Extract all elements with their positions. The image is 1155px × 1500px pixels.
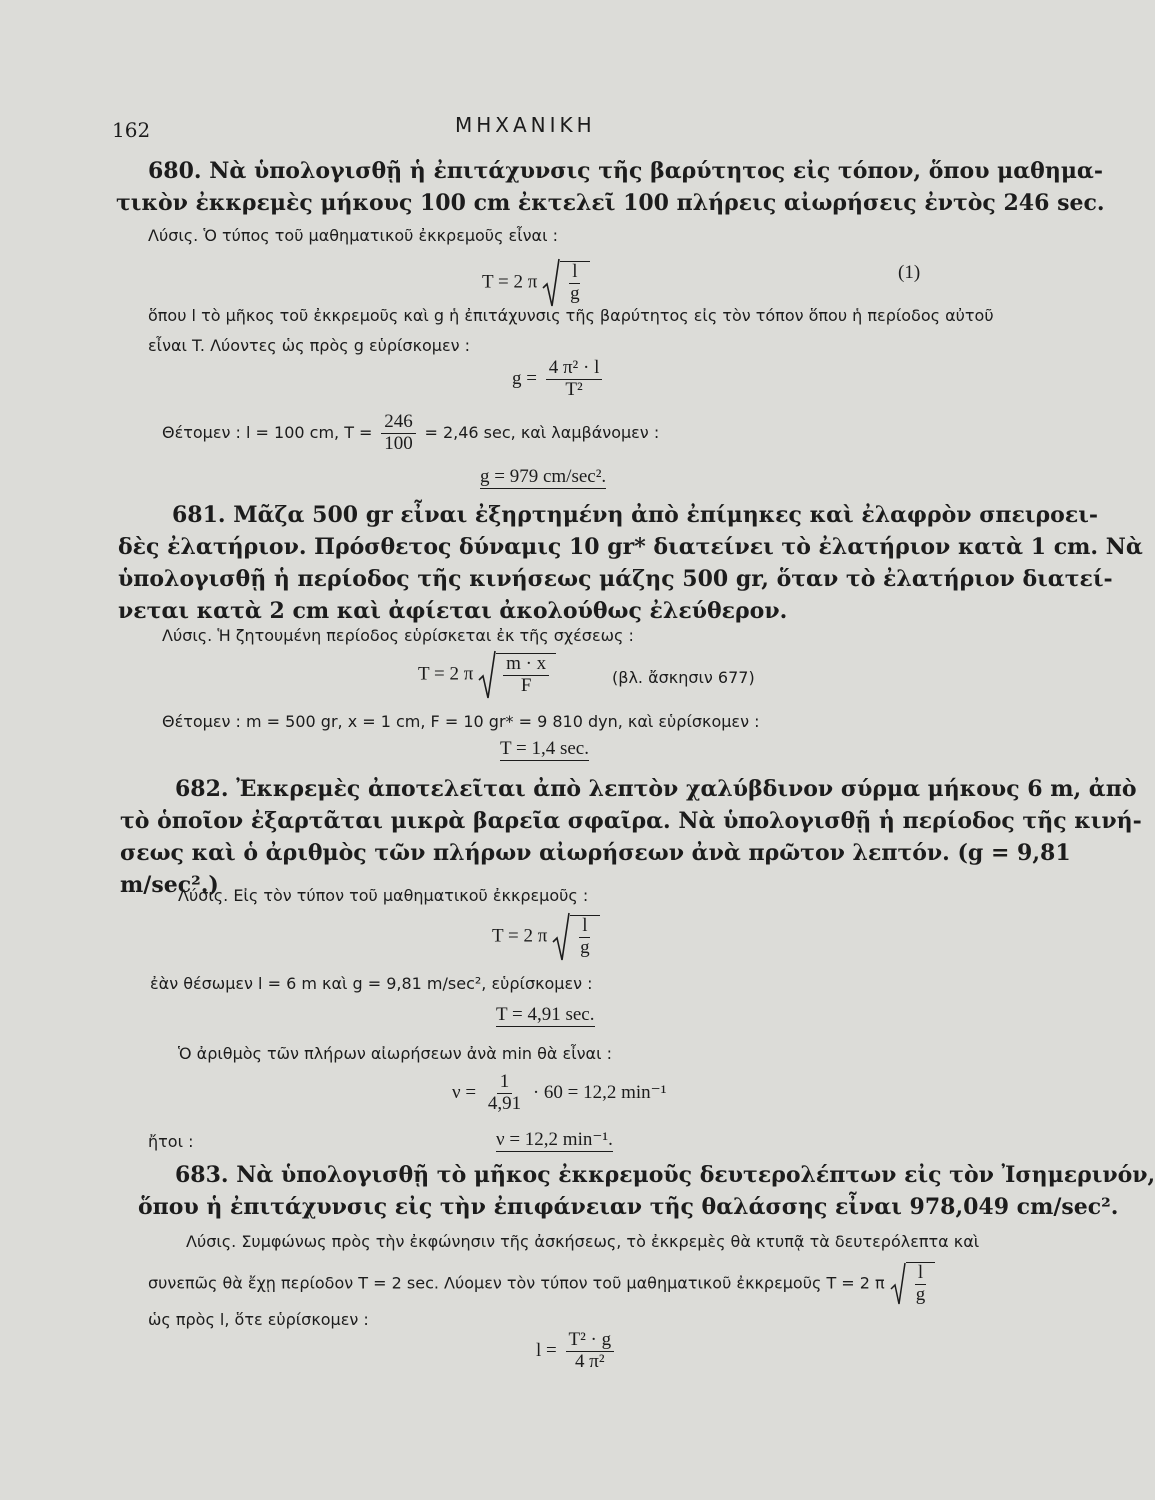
eq-lhs: ν = <box>452 1081 477 1103</box>
problem-683-line2: ὅπου ἡ ἐπιτάχυνσις εἰς τὴν ἐπιφάνειαν τῆς θαλάσσης εἶναι 978,049 cm/sec². <box>138 1194 1119 1220</box>
result-680 <box>480 466 606 488</box>
problem-682-line1: 682. Ἐκκρεμὲς ἀποτελεῖται ἀπὸ λεπτὸν χαλύβδινον σύρμα μήκους 6 m, ἀπὸ <box>175 776 1137 802</box>
equation-682-2 <box>452 1072 666 1115</box>
solution-680-intro: Λύσις. Ὁ τύπος τοῦ μαθηματικοῦ ἐκκρεμοῦς εἶναι : <box>148 226 558 245</box>
problem-682-line4: m/sec².) <box>120 872 219 898</box>
eq-denominator: 4,91 <box>487 1092 522 1114</box>
eq-numerator: 1 <box>497 1072 513 1094</box>
radical-sign-icon <box>552 912 570 962</box>
square-root <box>552 912 600 962</box>
problem-681-line2: δὲς ἐλατήριον. Πρόσθετος δύναμις 10 gr* διατείνει τὸ ἐλατήριον κατὰ 1 cm. Νὰ <box>118 534 1143 560</box>
given-680-b: = 2,46 sec, καὶ λαμβάνομεν : <box>424 422 660 442</box>
etoi-label: ἤτοι : <box>148 1132 194 1151</box>
eq-rhs: · 60 = 12,2 min⁻¹ <box>532 1081 667 1103</box>
radical-sign-icon <box>890 1262 906 1306</box>
problem-681-line4: νεται κατὰ 2 cm καὶ ἀφίεται ἀκολούθως ἐλεύθερον. <box>118 598 788 624</box>
problem-681-line1: 681. Μᾶζα 500 gr εἶναι ἐξηρτημένη ἀπὸ ἐπίμηκες καὶ ἐλαφρὸν σπειροει- <box>172 502 1098 528</box>
given-denominator: 100 <box>384 432 413 454</box>
inline-numerator: l <box>915 1263 926 1285</box>
solution-682-intro: Λύσις. Εἰς τὸν τύπον τοῦ μαθηματικοῦ ἐκκρεμοῦς : <box>178 886 589 905</box>
solution-683-text2 <box>148 1262 935 1306</box>
eq-numerator: T² · g <box>566 1330 615 1352</box>
eq-lhs: l = <box>536 1339 557 1361</box>
eq-lhs: T = 2 π <box>482 271 538 293</box>
eq-numerator: m · x <box>503 654 549 676</box>
radical-sign-icon <box>542 258 560 308</box>
problem-682-line3: σεως καὶ ὁ ἀριθμὸς τῶν πλήρων αἰωρήσεων ἀνὰ πρῶτον λεπτόν. (g = 9,81 <box>120 840 1071 866</box>
equation-680-1 <box>482 258 590 308</box>
eq-denominator: 4 π² <box>575 1350 605 1372</box>
page-number: 162 <box>112 118 151 142</box>
equation-682 <box>492 912 600 962</box>
eq-numerator: l <box>579 916 590 938</box>
problem-680-line2: τικὸν ἐκκρεμὲς μήκους 100 cm ἐκτελεῖ 100 πλήρεις αἰωρήσεις ἐντὸς 246 sec. <box>116 190 1105 216</box>
eq-lhs: T = 2 π <box>492 925 548 947</box>
radical-sign-icon <box>478 650 496 700</box>
eq-denominator: g <box>580 937 590 958</box>
solution-683-text2-main: συνεπῶς θὰ ἔχῃ περίοδον T = 2 sec. Λύομεν τὸν τύπον τοῦ μαθηματικοῦ ἐκκρεμοῦς T = 2 π <box>148 1273 885 1293</box>
problem-681-line3: ὑπολογισθῇ ἡ περίοδος τῆς κινήσεως μάζης 500 gr, ὅταν τὸ ἐλατήριον διατεί- <box>118 566 1113 592</box>
result-680-text: g = 979 cm/sec². <box>480 466 607 487</box>
inline-denominator: g <box>915 1284 926 1305</box>
given-numerator: 246 <box>381 412 416 434</box>
equation-683 <box>536 1330 618 1373</box>
given-681: Θέτομεν : m = 500 gr, x = 1 cm, F = 10 gr* = 9 810 dyn, καὶ εὑρίσκομεν : <box>162 712 760 731</box>
solution-680-text3: εἶναι T. Λύοντες ὡς πρὸς g εὑρίσκομεν : <box>148 336 471 355</box>
result-681 <box>500 738 589 760</box>
eq-numerator: l <box>569 262 580 284</box>
eq-lhs: g = <box>512 367 537 389</box>
square-root <box>478 650 556 700</box>
equation-681 <box>418 650 556 700</box>
result-682-a <box>496 1004 595 1026</box>
solution-680-text2: ὅπου l τὸ μῆκος τοῦ ἐκκρεμοῦς καὶ g ἡ ἐπιτάχυνσις τῆς βαρύτητος εἰς τὸν τόπον ὅπου ἡ περίοδος αὐτοῦ <box>148 306 994 325</box>
running-head: ΜΗΧΑΝΙΚΗ <box>455 113 596 137</box>
result-682-a-text: T = 4,91 sec. <box>496 1004 595 1025</box>
eq-denominator: g <box>570 283 580 304</box>
problem-683-line1: 683. Νὰ ὑπολογισθῇ τὸ μῆκος ἐκκρεμοῦς δευτερολέπτων εἰς τὸν Ἰσημερινόν, <box>175 1162 1155 1188</box>
eq-lhs: T = 2 π <box>418 663 474 685</box>
exercise-reference: (βλ. ἄσκησιν 677) <box>612 668 755 687</box>
square-root <box>890 1262 936 1306</box>
equation-680-2 <box>512 358 606 401</box>
given-680 <box>162 412 659 455</box>
count-text: Ὁ ἀριθμὸς τῶν πλήρων αἰωρήσεων ἀνὰ min θὰ εἶναι : <box>178 1044 612 1063</box>
eq-denominator: T² <box>565 378 583 400</box>
problem-680-line1: 680. Νὰ ὑπολογισθῇ ἡ ἐπιτάχυνσις τῆς βαρύτητος εἰς τόπον, ὅπου μαθημα- <box>148 158 1103 184</box>
solution-683-intro: Λύσις. Συμφώνως πρὸς τὴν ἐκφώνησιν τῆς ἀσκήσεως, τὸ ἐκκρεμὲς θὰ κτυπᾷ τὰ δευτερόλεπτα καὶ <box>186 1232 980 1251</box>
eq-denominator: F <box>520 675 532 696</box>
solution-683-text3: ὡς πρὸς l, ὅτε εὑρίσκομεν : <box>148 1310 369 1329</box>
given-682: ἐὰν θέσωμεν l = 6 m καὶ g = 9,81 m/sec², εὑρίσκομεν : <box>150 974 593 993</box>
given-680-a: Θέτομεν : l = 100 cm, T = <box>162 422 373 442</box>
result-682-b <box>496 1128 613 1151</box>
result-681-text: T = 1,4 sec. <box>500 738 589 759</box>
equation-label: (1) <box>898 262 921 283</box>
eq-numerator: 4 π² · l <box>546 358 603 380</box>
result-682-b-text: ν = 12,2 min⁻¹. <box>496 1129 613 1150</box>
square-root <box>542 258 590 308</box>
problem-682-line2: τὸ ὁποῖον ἐξαρτᾶται μικρὰ βαρεῖα σφαῖρα. Νὰ ὑπολογισθῇ ἡ περίοδος τῆς κινή- <box>120 808 1142 834</box>
solution-681-intro: Λύσις. Ἡ ζητουμένη περίοδος εὑρίσκεται ἐκ τῆς σχέσεως : <box>162 626 634 645</box>
